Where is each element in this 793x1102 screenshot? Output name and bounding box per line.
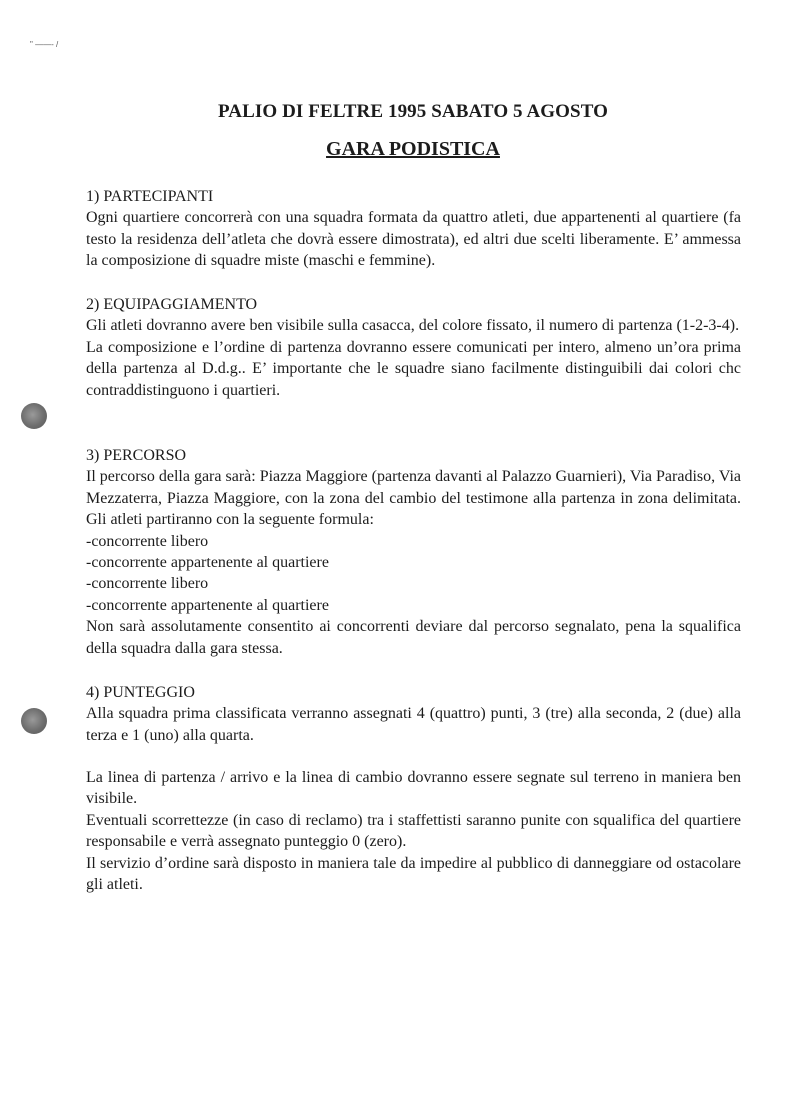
- section-percorso: [86, 445, 741, 659]
- section-text: La linea di partenza / arrivo e la linea di cambio dovranno essere segnate sul terreno in maniera ben visibile.: [86, 769, 741, 808]
- document-title: PALIO DI FELTRE 1995 SABATO 5 AGOSTO: [217, 101, 609, 122]
- section-heading: 1) PARTECIPANTI: [86, 188, 214, 205]
- section-text: Ogni quartiere concorrerà con una squadra formata da quattro atleti, due appartenenti al quartiere (fa testo la residenza dell’atleta che dovrà essere dimostrata), ed altri due scelti liberamente. E’ ammessa la composizione di squadre miste (maschi e femmine).: [86, 209, 741, 270]
- section-heading: 3) PERCORSO: [86, 447, 187, 464]
- list-item: -concorrente appartenente al quartiere: [86, 554, 329, 572]
- section-note: [86, 767, 741, 895]
- section-text: La composizione e l’ordine di partenza dovranno essere comunicati per intero, almeno un’ora prima della partenza al D.d.g.. E’ importante che le squadre siano facilmente distinguibili dai colori chc contraddistinguono i quartieri.: [86, 338, 741, 399]
- section-text: Eventuali scorrettezze (in caso di reclamo) tra i staffettisti saranno punite con squalifica del quartiere responsabile e verrà assegnato punteggio 0 (zero).: [86, 811, 741, 851]
- section-text: Non sarà assolutamente consentito ai concorrenti deviare dal percorso segnalato, pena la squalifica della squadra dalla gara stessa.: [86, 618, 741, 657]
- list-item: -concorrente libero: [86, 575, 209, 593]
- section-text: Il servizio d’ordine sarà disposto in maniera tale da impedire al pubblico di danneggiare od ostacolare gli atleti.: [86, 854, 741, 894]
- section-punteggio: [86, 682, 741, 746]
- list-item: -concorrente appartenente al quartiere: [86, 596, 329, 614]
- section-text: Gli atleti dovranno avere ben visibile sulla casacca, del colore fissato, il numero di partenza (1-2-3-4).: [86, 317, 740, 335]
- punch-hole-icon: [21, 708, 47, 734]
- section-heading: 4) PUNTEGGIO: [86, 684, 195, 701]
- section-text: Alla squadra prima classificata verranno assegnati 4 (quattro) punti, 3 (tre) alla seconda, 2 (due) alla terza e 1 (uno) alla quarta.: [86, 705, 741, 744]
- section-partecipanti: [86, 186, 741, 272]
- corner-mark: " ——- /: [30, 40, 59, 49]
- document-subtitle: GARA PODISTICA: [326, 138, 500, 160]
- list-item: -concorrente libero: [86, 532, 209, 550]
- section-equipaggiamento: [86, 294, 741, 401]
- section-text: Il percorso della gara sarà: Piazza Maggiore (partenza davanti al Palazzo Guarnieri), Via Paradiso, Via Mezzaterra, Piazza Maggiore, con la zona del cambio del testimone alla partenza in zona delimitata. Gli atleti partiranno con la seguente formula:: [86, 468, 741, 529]
- punch-hole-icon: [21, 403, 47, 429]
- section-heading: 2) EQUIPAGGIAMENTO: [86, 296, 258, 313]
